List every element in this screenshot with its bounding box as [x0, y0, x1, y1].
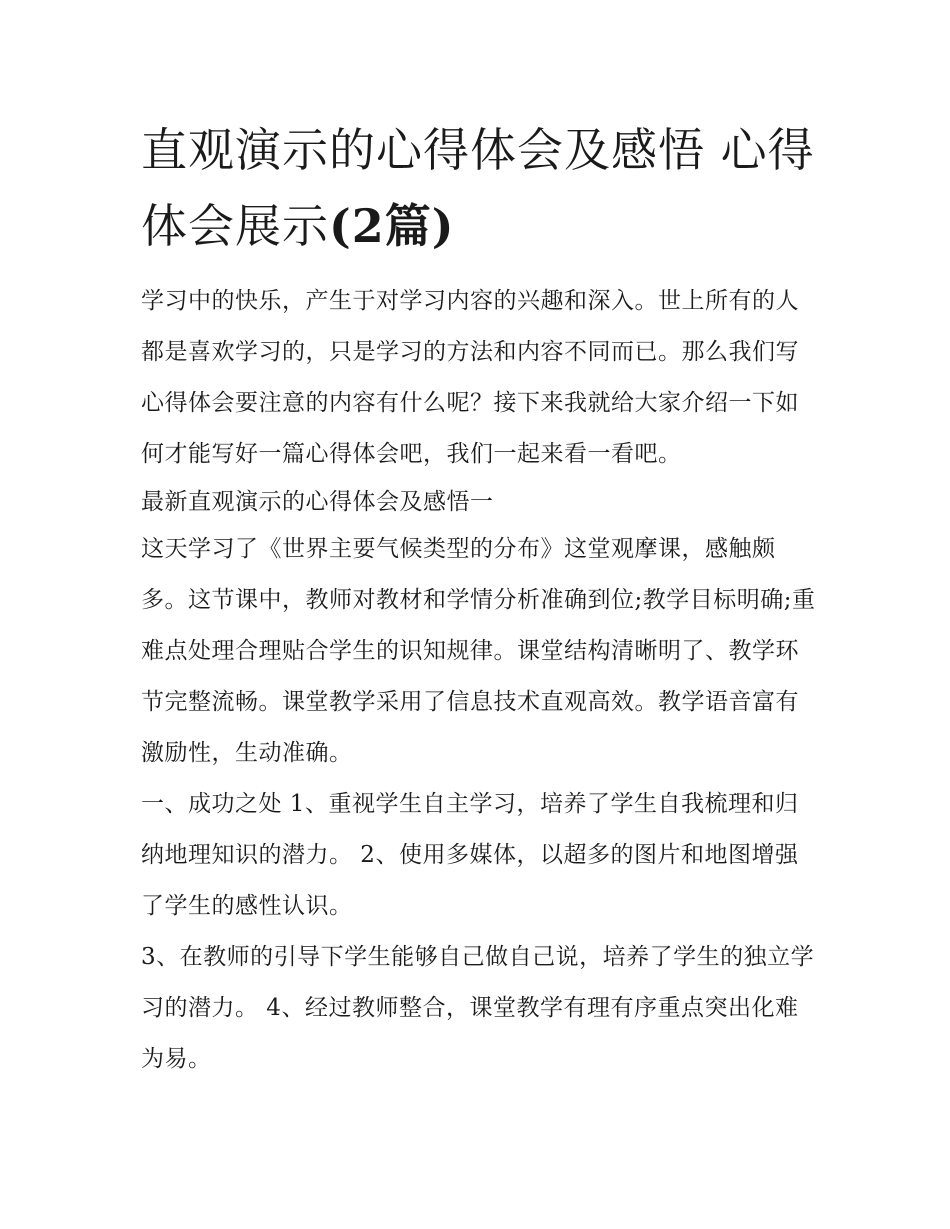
- document-body: [141, 276, 821, 1085]
- success-points-paragraph: 一、成功之处 1、重视学生自主学习，培养了学生自我梳理和归纳地理知识的潜力。 2、使用多媒体，以超多的图片和地图增强了学生的感性认识。: [141, 791, 799, 919]
- success-points-continued: 3、在教师的引导下学生能够自己做自己说，培养了学生的独立学习的潜力。 4、经过教师整合，课堂教学有理有序重点突出化难为易。: [141, 944, 815, 1072]
- intro-paragraph: 学习中的快乐，产生于对学习内容的兴趣和深入。世上所有的人都是喜欢学习的，只是学习的方法和内容不同而已。那么我们写心得体会要注意的内容有什么呢？接下来我就给大家介绍一下如何才能写好一篇心得体会吧，我们一起来看一看吧。: [141, 288, 799, 467]
- title-main: 直观演示的心得体会及感悟 心得体会展示: [141, 123, 815, 253]
- body-paragraph: 这天学习了《世界主要气候类型的分布》这堂观摩课，感触颇多。这节课中，教师对教材和学情分析准确到位;教学目标明确;重难点处理合理贴合学生的识知规律。课堂结构清晰明了、教学环节完整流畅。课堂教学采用了信息技术直观高效。教学语音富有激励性，生动准确。: [141, 536, 816, 766]
- title-suffix: (2篇): [329, 199, 455, 253]
- document-title: [141, 112, 821, 264]
- section-heading: 最新直观演示的心得体会及感悟一: [141, 489, 494, 515]
